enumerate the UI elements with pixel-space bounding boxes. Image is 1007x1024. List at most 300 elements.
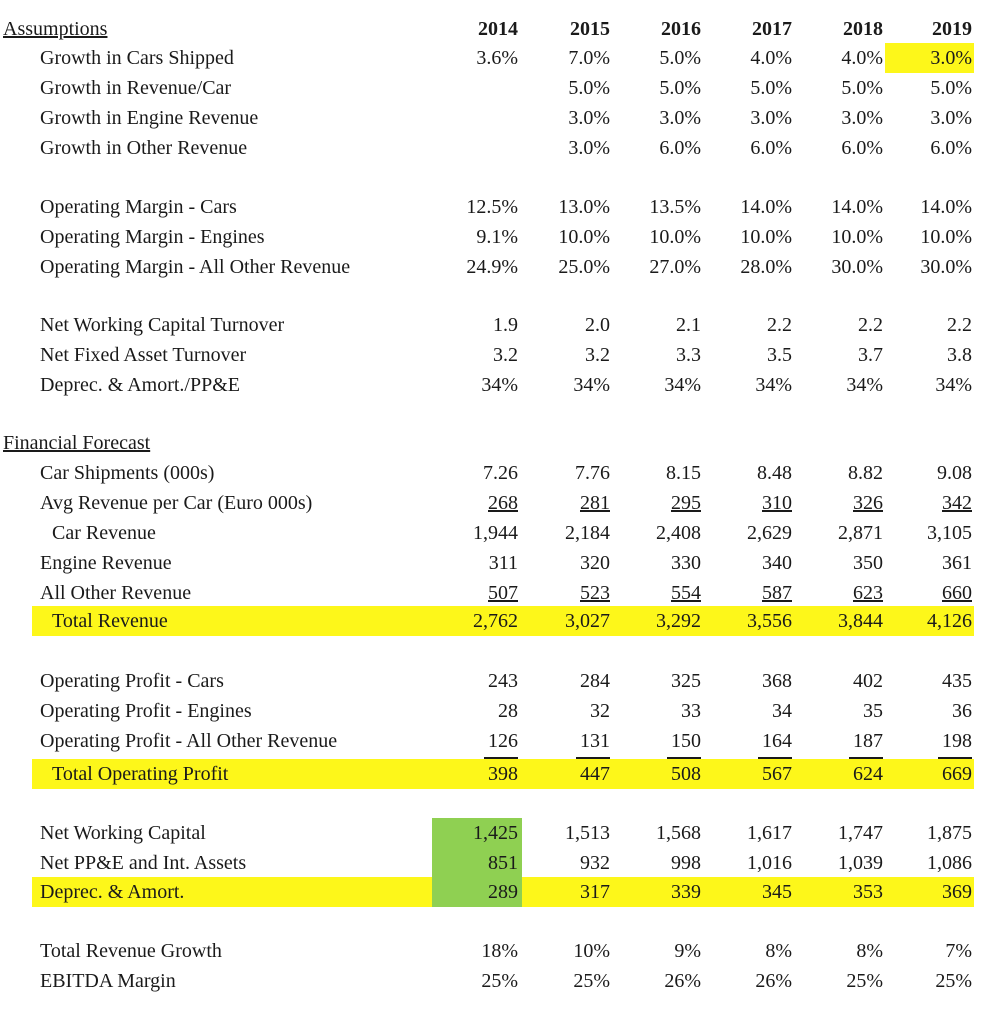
- row-label: Avg Revenue per Car (Euro 000s): [40, 492, 313, 514]
- value-cell: [610, 818, 701, 848]
- value-cell: [518, 133, 610, 163]
- value-cell: [518, 877, 610, 907]
- cell-text: 10.0%: [831, 226, 883, 248]
- cell-text: 33: [681, 700, 701, 722]
- value-cell: [426, 548, 518, 578]
- cell-text: 8.48: [757, 462, 792, 484]
- value-cell: [610, 666, 701, 696]
- value-cell: [792, 936, 883, 966]
- value-cell: [426, 252, 518, 282]
- cell-text: 1,425: [473, 822, 518, 844]
- value-cell: [883, 666, 972, 696]
- value-cell: [426, 606, 518, 636]
- cell-text: 345: [762, 881, 792, 903]
- cell-text: 320: [580, 552, 610, 574]
- row-label: Net Fixed Asset Turnover: [40, 344, 247, 366]
- value-cell: [610, 966, 701, 996]
- value-cell: [883, 43, 972, 73]
- value-cell: [701, 966, 792, 996]
- row-label: Net PP&E and Int. Assets: [40, 852, 247, 874]
- section-title-forecast: Financial Forecast: [3, 432, 151, 454]
- value-cell: [792, 458, 883, 488]
- year-header: [792, 14, 883, 44]
- cell-text: 3.6%: [476, 47, 518, 69]
- cell-text: 14.0%: [740, 196, 792, 218]
- table-row: [0, 848, 1007, 878]
- cell-text: 2016: [661, 18, 701, 40]
- cell-text: 8.15: [666, 462, 701, 484]
- row-label: Operating Profit - Engines: [40, 700, 252, 722]
- cell-text: 198: [942, 730, 972, 752]
- row-label: Net Working Capital: [40, 822, 206, 844]
- value-cell: [518, 759, 610, 789]
- total-profit-row: [0, 759, 1007, 789]
- value-cell: [792, 548, 883, 578]
- deprec-amort-row: [0, 877, 1007, 907]
- cell-text: 3,292: [656, 610, 701, 632]
- table-row: [0, 548, 1007, 578]
- value-cell: [792, 759, 883, 789]
- value-cell: [610, 578, 701, 608]
- value-cell: [701, 759, 792, 789]
- row-label: EBITDA Margin: [40, 970, 176, 992]
- table-row: [0, 133, 1007, 163]
- cell-text: 2018: [843, 18, 883, 40]
- cell-text: 10%: [573, 940, 610, 962]
- cell-text: 25%: [481, 970, 518, 992]
- value-cell: [883, 133, 972, 163]
- value-cell: [610, 73, 701, 103]
- row-label: Growth in Revenue/Car: [40, 77, 232, 99]
- value-cell: [426, 578, 518, 608]
- value-cell: [426, 370, 518, 400]
- cell-text: 4.0%: [750, 47, 792, 69]
- value-cell: [883, 222, 972, 252]
- cell-text: 30.0%: [831, 256, 883, 278]
- row-label: All Other Revenue: [40, 582, 192, 604]
- value-cell: [610, 726, 701, 756]
- row-label: Total Operating Profit: [52, 763, 229, 785]
- value-cell: [610, 548, 701, 578]
- value-cell: [792, 877, 883, 907]
- value-cell: [701, 726, 792, 756]
- value-cell: [518, 370, 610, 400]
- row-label: Operating Profit - All Other Revenue: [40, 730, 338, 752]
- cell-text: 10.0%: [649, 226, 701, 248]
- value-cell: [701, 488, 792, 518]
- cell-text: 295: [671, 492, 701, 514]
- table-row: [0, 696, 1007, 726]
- value-cell: [701, 578, 792, 608]
- value-cell: [426, 340, 518, 370]
- value-cell: [518, 666, 610, 696]
- value-cell: [610, 370, 701, 400]
- cell-text: 1.9: [493, 314, 518, 336]
- cell-text: 4.0%: [841, 47, 883, 69]
- row-label: Total Revenue: [52, 610, 168, 632]
- cell-text: 5.0%: [841, 77, 883, 99]
- value-cell: [518, 340, 610, 370]
- cell-text: 36: [952, 700, 972, 722]
- table-row: [0, 666, 1007, 696]
- cell-text: 2015: [570, 18, 610, 40]
- value-cell: [701, 666, 792, 696]
- cell-text: 3.5: [767, 344, 792, 366]
- cell-text: 3,105: [927, 522, 972, 544]
- row-label: Car Revenue: [52, 522, 156, 544]
- value-cell: [883, 966, 972, 996]
- cell-text: 25.0%: [558, 256, 610, 278]
- cell-text: 5.0%: [659, 47, 701, 69]
- table-row: [0, 458, 1007, 488]
- value-cell: [426, 192, 518, 222]
- value-cell: [426, 310, 518, 340]
- value-cell: [792, 488, 883, 518]
- value-cell: [610, 252, 701, 282]
- cell-text: 35: [863, 700, 883, 722]
- value-cell: [426, 666, 518, 696]
- value-cell: [883, 73, 972, 103]
- year-header: [701, 14, 792, 44]
- value-cell: [426, 73, 518, 103]
- cell-text: 932: [580, 852, 610, 874]
- cell-text: 3.7: [858, 344, 883, 366]
- cell-text: 14.0%: [920, 196, 972, 218]
- value-cell: [518, 73, 610, 103]
- cell-text: 523: [580, 582, 610, 604]
- cell-text: 2,408: [656, 522, 701, 544]
- value-cell: [883, 103, 972, 133]
- cell-text: 6.0%: [841, 137, 883, 159]
- cell-text: 1,568: [656, 822, 701, 844]
- cell-text: 9%: [674, 940, 701, 962]
- value-cell: [792, 340, 883, 370]
- value-cell: [792, 966, 883, 996]
- table-row: [0, 252, 1007, 282]
- value-cell: [426, 43, 518, 73]
- total-revenue-row: [0, 606, 1007, 636]
- value-cell: [426, 488, 518, 518]
- year-header: [610, 14, 701, 44]
- value-cell: [792, 818, 883, 848]
- value-cell: [792, 606, 883, 636]
- row-label: Operating Margin - Engines: [40, 226, 265, 248]
- value-cell: [610, 192, 701, 222]
- value-cell: [518, 848, 610, 878]
- value-cell: [610, 222, 701, 252]
- table-row: [0, 192, 1007, 222]
- table-row: [0, 936, 1007, 966]
- cell-text: 7%: [945, 940, 972, 962]
- value-cell: [518, 936, 610, 966]
- cell-text: 447: [580, 763, 610, 785]
- row-label: Growth in Other Revenue: [40, 137, 248, 159]
- cell-text: 2.2: [947, 314, 972, 336]
- cell-text: 268: [488, 492, 518, 514]
- value-cell: [610, 340, 701, 370]
- value-cell: [701, 43, 792, 73]
- table-row: [0, 73, 1007, 103]
- value-cell: [610, 103, 701, 133]
- cell-text: 435: [942, 670, 972, 692]
- cell-text: 289: [488, 881, 518, 903]
- value-cell: [883, 370, 972, 400]
- cell-text: 1,039: [838, 852, 883, 874]
- cell-text: 2,762: [473, 610, 518, 632]
- value-cell: [701, 848, 792, 878]
- value-cell: [701, 310, 792, 340]
- cell-text: 34%: [664, 374, 701, 396]
- cell-text: 2.2: [858, 314, 883, 336]
- value-cell: [701, 252, 792, 282]
- cell-text: 34: [772, 700, 792, 722]
- value-cell: [518, 606, 610, 636]
- cell-text: 25%: [846, 970, 883, 992]
- cell-text: 3.0%: [930, 47, 972, 69]
- cell-text: 126: [488, 730, 518, 752]
- year-header: [518, 14, 610, 44]
- value-cell: [883, 759, 972, 789]
- row-label: Net Working Capital Turnover: [40, 314, 285, 336]
- value-cell: [883, 458, 972, 488]
- value-cell: [792, 192, 883, 222]
- cell-text: 2,871: [838, 522, 883, 544]
- value-cell: [701, 818, 792, 848]
- value-cell: [792, 73, 883, 103]
- row-label: Total Revenue Growth: [40, 940, 222, 962]
- value-cell: [701, 606, 792, 636]
- cell-text: 25%: [573, 970, 610, 992]
- cell-text: 361: [942, 552, 972, 574]
- cell-text: 7.26: [483, 462, 518, 484]
- value-cell: [792, 103, 883, 133]
- cell-text: 851: [488, 852, 518, 874]
- value-cell: [792, 696, 883, 726]
- cell-text: 3,556: [747, 610, 792, 632]
- table-row: [0, 103, 1007, 133]
- row-label: Operating Margin - All Other Revenue: [40, 256, 351, 278]
- cell-text: 3.3: [676, 344, 701, 366]
- value-cell: [883, 192, 972, 222]
- value-cell: [610, 133, 701, 163]
- value-cell: [518, 548, 610, 578]
- cell-text: 7.76: [575, 462, 610, 484]
- value-cell: [792, 666, 883, 696]
- value-cell: [792, 310, 883, 340]
- value-cell: [883, 696, 972, 726]
- table-row: [0, 578, 1007, 608]
- value-cell: [701, 103, 792, 133]
- cell-text: 150: [671, 730, 701, 752]
- value-cell: [701, 222, 792, 252]
- value-cell: [883, 848, 972, 878]
- cell-text: 26%: [755, 970, 792, 992]
- cell-text: 131: [580, 730, 610, 752]
- value-cell: [701, 133, 792, 163]
- value-cell: [701, 370, 792, 400]
- value-cell: [426, 759, 518, 789]
- cell-text: 34%: [573, 374, 610, 396]
- value-cell: [792, 43, 883, 73]
- value-cell: [518, 222, 610, 252]
- cell-text: 243: [488, 670, 518, 692]
- cell-text: 28.0%: [740, 256, 792, 278]
- cell-text: 27.0%: [649, 256, 701, 278]
- cell-text: 18%: [481, 940, 518, 962]
- value-cell: [518, 310, 610, 340]
- cell-text: 669: [942, 763, 972, 785]
- table-row: [0, 340, 1007, 370]
- value-cell: [701, 877, 792, 907]
- cell-text: 6.0%: [750, 137, 792, 159]
- cell-text: 369: [942, 881, 972, 903]
- value-cell: [610, 936, 701, 966]
- value-cell: [518, 252, 610, 282]
- cell-text: 310: [762, 492, 792, 514]
- value-cell: [610, 696, 701, 726]
- value-cell: [610, 458, 701, 488]
- cell-text: 6.0%: [659, 137, 701, 159]
- cell-text: 10.0%: [558, 226, 610, 248]
- cell-text: 398: [488, 763, 518, 785]
- value-cell: [610, 488, 701, 518]
- cell-text: 6.0%: [930, 137, 972, 159]
- value-cell: [518, 103, 610, 133]
- cell-text: 326: [853, 492, 883, 514]
- cell-text: 12.5%: [466, 196, 518, 218]
- row-label: Deprec. & Amort.: [40, 881, 185, 903]
- cell-text: 187: [853, 730, 883, 752]
- row-label: Engine Revenue: [40, 552, 172, 574]
- value-cell: [518, 518, 610, 548]
- header-row: [0, 14, 1007, 44]
- cell-text: 8%: [856, 940, 883, 962]
- value-cell: [518, 818, 610, 848]
- cell-text: 339: [671, 881, 701, 903]
- value-cell: [518, 578, 610, 608]
- cell-text: 350: [853, 552, 883, 574]
- cell-text: 8%: [765, 940, 792, 962]
- cell-text: 1,617: [747, 822, 792, 844]
- cell-text: 1,944: [473, 522, 518, 544]
- cell-text: 2017: [752, 18, 792, 40]
- value-cell: [883, 340, 972, 370]
- cell-text: 1,513: [565, 822, 610, 844]
- table-row: [0, 43, 1007, 73]
- cell-text: 34%: [935, 374, 972, 396]
- cell-text: 1,875: [927, 822, 972, 844]
- value-cell: [610, 310, 701, 340]
- value-cell: [701, 548, 792, 578]
- value-cell: [792, 726, 883, 756]
- value-cell: [518, 43, 610, 73]
- cell-text: 353: [853, 881, 883, 903]
- value-cell: [426, 848, 518, 878]
- value-cell: [610, 877, 701, 907]
- value-cell: [518, 488, 610, 518]
- cell-text: 1,747: [838, 822, 883, 844]
- cell-text: 1,016: [747, 852, 792, 874]
- value-cell: [518, 696, 610, 726]
- cell-text: 3.0%: [930, 107, 972, 129]
- value-cell: [426, 936, 518, 966]
- value-cell: [883, 488, 972, 518]
- cell-text: 587: [762, 582, 792, 604]
- value-cell: [701, 192, 792, 222]
- value-cell: [518, 192, 610, 222]
- row-label: Deprec. & Amort./PP&E: [40, 374, 240, 396]
- cell-text: 368: [762, 670, 792, 692]
- value-cell: [701, 458, 792, 488]
- value-cell: [610, 848, 701, 878]
- cell-text: 624: [853, 763, 883, 785]
- cell-text: 2.1: [676, 314, 701, 336]
- cell-text: 3.2: [585, 344, 610, 366]
- cell-text: 3,844: [838, 610, 883, 632]
- cell-text: 998: [671, 852, 701, 874]
- cell-text: 3.0%: [568, 137, 610, 159]
- value-cell: [701, 340, 792, 370]
- cell-text: 3,027: [565, 610, 610, 632]
- cell-text: 5.0%: [568, 77, 610, 99]
- value-cell: [792, 252, 883, 282]
- row-label: Growth in Cars Shipped: [40, 47, 234, 69]
- cell-text: 10.0%: [740, 226, 792, 248]
- cell-text: 402: [853, 670, 883, 692]
- table-row: [0, 310, 1007, 340]
- cell-text: 507: [488, 582, 518, 604]
- value-cell: [883, 877, 972, 907]
- cell-text: 4,126: [927, 610, 972, 632]
- value-cell: [426, 726, 518, 756]
- cell-text: 3.0%: [750, 107, 792, 129]
- cell-text: 2,629: [747, 522, 792, 544]
- table-row: [0, 518, 1007, 548]
- cell-text: 3.2: [493, 344, 518, 366]
- cell-text: 2.0: [585, 314, 610, 336]
- cell-text: 2.2: [767, 314, 792, 336]
- cell-text: 325: [671, 670, 701, 692]
- value-cell: [701, 73, 792, 103]
- value-cell: [610, 43, 701, 73]
- cell-text: 281: [580, 492, 610, 514]
- row-label: Growth in Engine Revenue: [40, 107, 259, 129]
- cell-text: 660: [942, 582, 972, 604]
- cell-text: 311: [488, 552, 518, 574]
- cell-text: 3.0%: [659, 107, 701, 129]
- cell-text: 25%: [935, 970, 972, 992]
- cell-text: 34%: [481, 374, 518, 396]
- value-cell: [610, 759, 701, 789]
- value-cell: [518, 726, 610, 756]
- value-cell: [518, 966, 610, 996]
- year-header: [426, 14, 518, 44]
- cell-text: 623: [853, 582, 883, 604]
- value-cell: [426, 966, 518, 996]
- cell-text: 567: [762, 763, 792, 785]
- table-row: [0, 222, 1007, 252]
- cell-text: 34%: [755, 374, 792, 396]
- value-cell: [883, 578, 972, 608]
- cell-text: 34%: [846, 374, 883, 396]
- cell-text: 10.0%: [920, 226, 972, 248]
- cell-text: 330: [671, 552, 701, 574]
- table-row: [0, 726, 1007, 756]
- value-cell: [883, 936, 972, 966]
- cell-text: 8.82: [848, 462, 883, 484]
- cell-text: 164: [762, 730, 792, 752]
- value-cell: [883, 548, 972, 578]
